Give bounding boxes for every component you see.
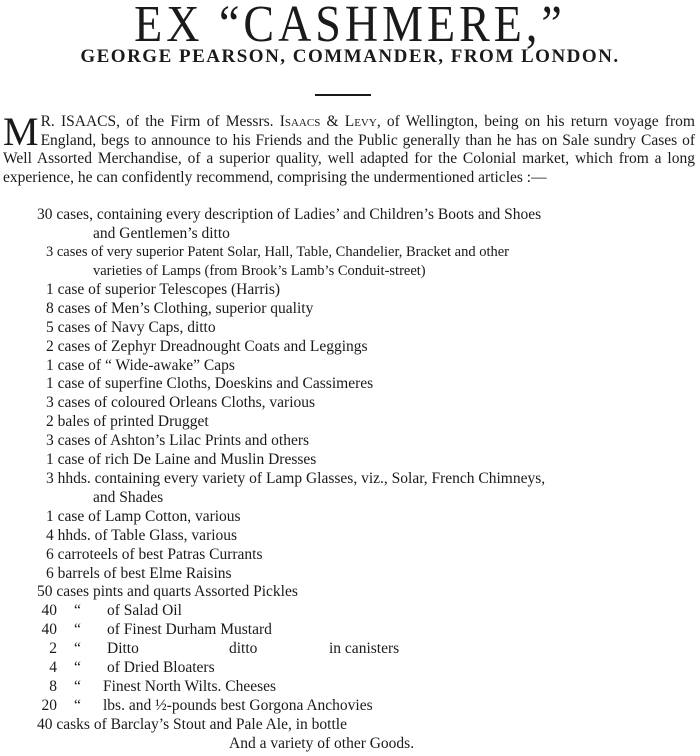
list-item: 50 cases pints and quarts Assorted Pickles	[37, 583, 298, 601]
list-item: 3 cases of Ashton’s Lilac Prints and others	[46, 432, 310, 450]
list-item: 3 cases of very superior Patent Solar, Hall, Table, Chandelier, Bracket and other varieties of Lamps (from Brook’s Lamb’s Conduit-street)	[46, 244, 510, 279]
intro-first: R. ISAACS, of the Firm of Messrs.	[40, 113, 280, 130]
list-item: 1 case of superfine Cloths, Doeskins and Cassimeres	[46, 375, 374, 393]
list-item: 6 carroteels of best Patras Currants	[46, 545, 263, 563]
list-item: 40 “ of Finest Durham Mustard	[41, 621, 272, 639]
list-item: 3 hhds. containing every variety of Lamp Glasses, viz., Solar, French Chimneys, and Shades	[46, 469, 546, 506]
intro-rest: , of Wellington, being on his return voyage from England, begs to announce to his Friends and the Public generally than he has on Sale sundry Cases of Well Assorted Merchandise, of a superior quality, well adapted for the Colonial market, which from a long experience, he can confidently recommend, comprising the undermentioned articles :—	[3, 113, 695, 186]
divider-rule	[315, 94, 371, 96]
list-item: 1 case of Lamp Cotton, various	[46, 507, 241, 525]
list-item: 1 case of superior Telescopes (Harris)	[46, 281, 281, 298]
list-item: 40 “ of Salad Oil	[41, 602, 182, 620]
intro-paragraph	[3, 109, 695, 187]
list-item: 20 “ lbs. and ½-pounds best Gorgona Anchovies	[41, 696, 373, 714]
list-item: 8 “ Finest North Wilts. Cheeses	[49, 677, 277, 695]
cargo-list	[0, 206, 700, 735]
firm-name: Isaacs & Levy	[279, 113, 377, 130]
list-item: 4 “ of Dried Bloaters	[49, 659, 215, 677]
drop-cap: M	[3, 109, 39, 154]
list-item: 40 casks of Barclay’s Stout and Pale Ale, in bottle	[37, 715, 347, 733]
list-item: 5 cases of Navy Caps, ditto	[46, 318, 216, 336]
list-item: 1 case of rich De Laine and Muslin Dresses	[46, 451, 317, 469]
footer-line: And a variety of other Goods.	[229, 735, 415, 752]
advert-subtitle: GEORGE PEARSON, COMMANDER, FROM LONDON.	[80, 46, 620, 67]
list-item: 8 cases of Men’s Clothing, superior quality	[46, 299, 314, 317]
list-item: 3 cases of coloured Orleans Cloths, various	[46, 394, 316, 412]
list-item: 30 cases, containing every description of Ladies’ and Children’s Boots and Shoes and Gentlemen’s ditto	[37, 206, 542, 242]
list-item: 4 hhds. of Table Glass, various	[46, 526, 238, 544]
list-item: 2 “ Ditto ditto in canisters	[49, 640, 400, 658]
list-item: 2 cases of Zephyr Dreadnought Coats and Leggings	[46, 337, 368, 355]
list-item: 1 case of “ Wide-awake” Caps	[46, 356, 235, 374]
list-item: 2 bales of printed Drugget	[46, 413, 209, 431]
advert-title: EX “CASHMERE,”	[134, 0, 566, 52]
list-item: 6 barrels of best Elme Raisins	[46, 564, 232, 582]
